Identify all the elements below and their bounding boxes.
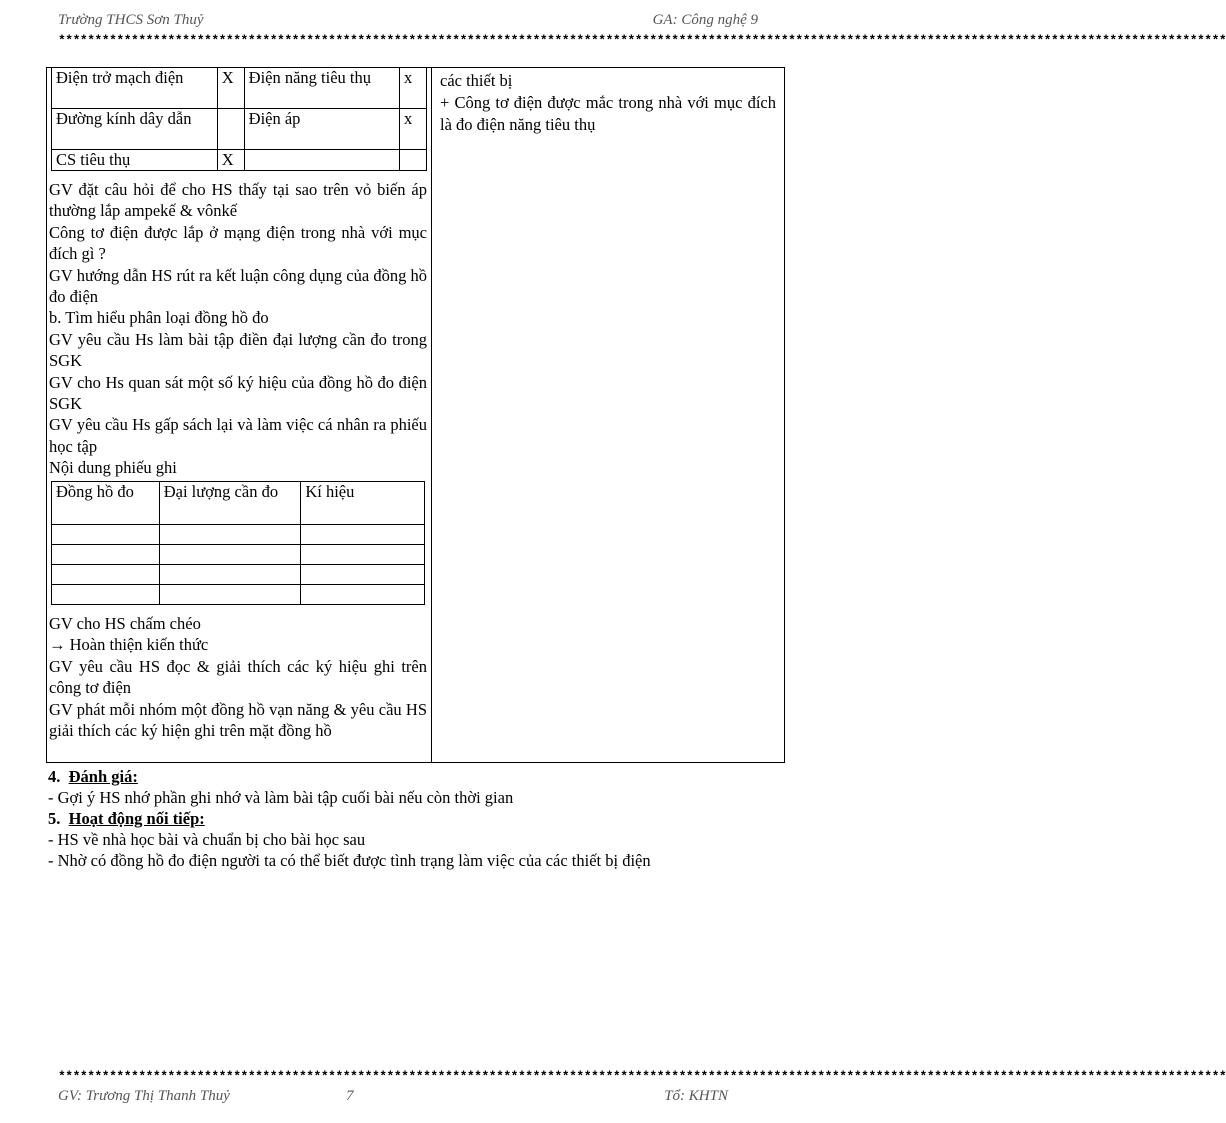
subject-label: GA: Công nghệ 9 bbox=[652, 12, 758, 28]
table-cell: Điện năng tiêu thụ bbox=[244, 68, 399, 109]
paragraph: Công tơ điện được lắp ở mạng điện trong nhà với mục đích gì ? bbox=[49, 222, 427, 264]
table-cell bbox=[52, 565, 160, 585]
group-name: Tổ: KHTN bbox=[664, 1088, 728, 1104]
page-number: 7 bbox=[346, 1088, 354, 1104]
paragraph: Nội dung phiếu ghi bbox=[49, 458, 177, 478]
paragraph: GV phát mỗi nhóm một đồng hồ vạn năng & yêu cầu HS giải thích các ký hiện ghi trên mặt đồng hồ bbox=[49, 699, 427, 741]
table-cell bbox=[301, 585, 425, 605]
table-header-cell: Đồng hồ đo bbox=[52, 482, 160, 525]
table-cell bbox=[159, 565, 301, 585]
section-text: - Gợi ý HS nhớ phần ghi nhớ và làm bài tập cuối bài nếu còn thời gian bbox=[48, 788, 514, 807]
table-cell bbox=[159, 545, 301, 565]
quantity-table bbox=[51, 68, 427, 171]
table-cell: x bbox=[400, 68, 427, 109]
table-row bbox=[52, 109, 427, 150]
section-text: - HS về nhà học bài và chuẩn bị cho bài học sau bbox=[48, 830, 366, 849]
table-cell bbox=[52, 545, 160, 565]
paragraph: GV yêu cầu Hs làm bài tập điền đại lượng cần đo trong SGK bbox=[49, 329, 427, 371]
paragraph: GV hướng dẫn HS rút ra kết luận công dụng của đồng hồ đo điện bbox=[49, 265, 427, 307]
table-row bbox=[52, 68, 427, 109]
teacher-activity-column bbox=[47, 68, 432, 762]
activity-text-after bbox=[49, 613, 427, 741]
section-text: - Nhờ có đồng hồ đo điện người ta có thể biết được tình trạng làm việc của các thiết bị điện bbox=[48, 851, 651, 870]
section-number: 4. bbox=[48, 767, 61, 786]
table-cell bbox=[400, 150, 427, 171]
table-cell: Đường kính dây dẫn bbox=[52, 109, 218, 150]
table-cell bbox=[159, 585, 301, 605]
paragraph: GV yêu cầu HS đọc & giải thích các ký hiệu ghi trên công tơ điện bbox=[49, 656, 427, 698]
table-row bbox=[52, 150, 427, 171]
table-cell: x bbox=[400, 109, 427, 150]
paragraph: các thiết bị bbox=[440, 71, 513, 90]
table-cell bbox=[244, 150, 399, 171]
paragraph: + Công tơ điện được mắc trong nhà với mục đích là đo điện năng tiêu thụ bbox=[440, 93, 776, 134]
table-header-cell: Đại lượng cần đo bbox=[159, 482, 301, 525]
footer-divider: **************************************************************************************************************************************************************** bbox=[58, 1069, 1226, 1084]
table-cell bbox=[217, 109, 244, 150]
section-number: 5. bbox=[48, 809, 61, 828]
table-cell bbox=[301, 565, 425, 585]
header-divider: **************************************************************************************************************************************************************** bbox=[58, 33, 1226, 48]
table-cell bbox=[52, 525, 160, 545]
table-row bbox=[52, 565, 425, 585]
table-cell bbox=[301, 525, 425, 545]
section-title: Đánh giá: bbox=[68, 767, 138, 786]
lesson-table bbox=[46, 67, 785, 763]
paragraph: GV cho HS chấm chéo bbox=[49, 614, 201, 633]
school-name: Trường THCS Sơn Thuỷ bbox=[58, 12, 204, 28]
table-cell: Điện áp bbox=[244, 109, 399, 150]
table-cell bbox=[301, 545, 425, 565]
table-cell: X bbox=[217, 68, 244, 109]
table-cell: Điện trở mạch điện bbox=[52, 68, 218, 109]
table-row bbox=[52, 525, 425, 545]
table-cell: X bbox=[217, 150, 244, 171]
paragraph: GV đặt câu hỏi để cho HS thấy tại sao trên vỏ biến áp thường lắp ampekế & vônkế bbox=[49, 180, 427, 221]
table-header-row bbox=[52, 482, 425, 525]
worksheet-table bbox=[51, 481, 425, 605]
table-cell bbox=[52, 585, 160, 605]
section-evaluation bbox=[48, 766, 651, 871]
activity-text bbox=[49, 179, 427, 479]
table-row bbox=[52, 545, 425, 565]
teacher-name: GV: Trương Thị Thanh Thuỷ bbox=[58, 1088, 230, 1104]
table-cell: CS tiêu thụ bbox=[52, 150, 218, 171]
paragraph: GV yêu cầu Hs gấp sách lại và làm việc cá nhân ra phiếu học tập bbox=[49, 415, 427, 456]
table-cell bbox=[159, 525, 301, 545]
paragraph: GV cho Hs quan sát một số ký hiệu của đồng hồ đo điện SGK bbox=[49, 372, 427, 414]
table-row bbox=[52, 585, 425, 605]
table-header-cell: Kí hiệu bbox=[301, 482, 425, 525]
content-column bbox=[433, 68, 784, 136]
section-title: Hoạt động nối tiếp: bbox=[68, 809, 205, 828]
paragraph: b. Tìm hiểu phân loại đồng hồ đo bbox=[49, 308, 269, 328]
paragraph: → Hoàn thiện kiến thức bbox=[49, 635, 209, 655]
